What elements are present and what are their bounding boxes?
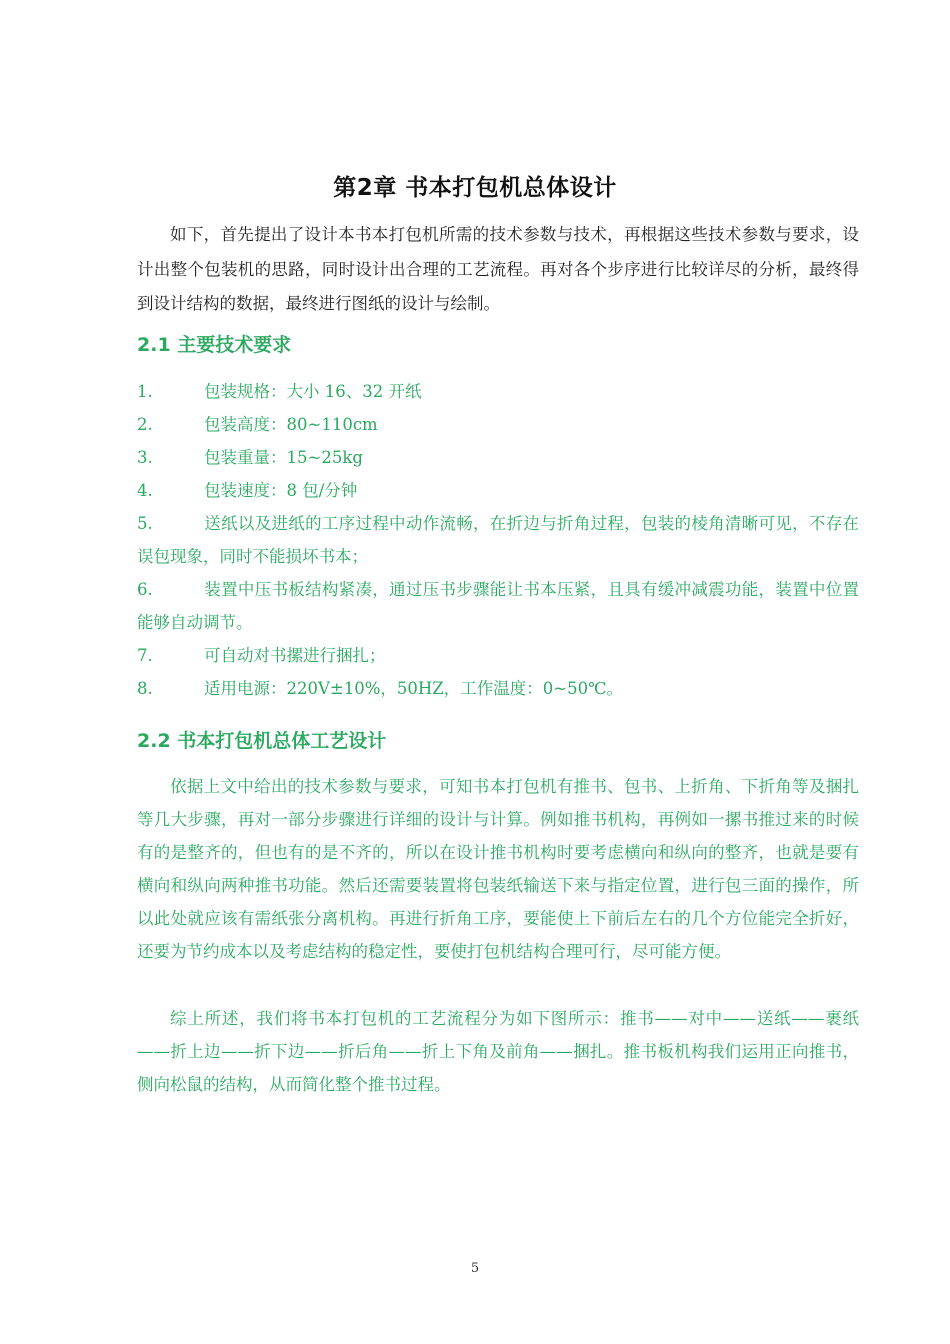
- list-item: [137, 672, 859, 705]
- list-item: [137, 474, 859, 507]
- intro-paragraph: 如下，首先提出了设计本书本打包机所需的技术参数与技术，再根据这些技术参数与要求，设计出整个包装机的思路，同时设计出合理的工艺流程。再对各个步序进行比较详尽的分析，最终得到设计结构的数据，最终进行图纸的设计与绘制。: [137, 225, 859, 313]
- item-number: 7.: [137, 646, 153, 665]
- item-number: 4.: [137, 481, 153, 500]
- item-number: 3.: [137, 448, 153, 467]
- list-item: [137, 375, 859, 408]
- chapter-title: 第2章 书本打包机总体设计: [333, 175, 617, 202]
- section-heading-process-design: 2.2 书本打包机总体工艺设计: [137, 730, 387, 752]
- item-text: 送纸以及进纸的工序过程中动作流畅，在折边与折角过程，包装的棱角清晰可见，不存在误包现象，同时不能损坏书本；: [137, 514, 859, 566]
- page-number: 5: [470, 1261, 480, 1276]
- item-number: 1.: [137, 382, 153, 401]
- section-heading-requirements: 2.1 主要技术要求: [137, 334, 292, 356]
- item-text: 包装速度：8 包/分钟: [204, 481, 358, 500]
- requirements-list: [137, 375, 859, 705]
- process-paragraph-2: 综上所述，我们将书本打包机的工艺流程分为如下图所示：推书——对中——送纸——裹纸——折上边——折下边——折后角——折上下角及前角——捆扎。推书板机构我们运用正向推书，侧向松鼠的结构，从而简化整个推书过程。: [137, 1009, 859, 1094]
- item-number: 2.: [137, 415, 153, 434]
- item-text: 可自动对书摞进行捆扎；: [204, 646, 386, 665]
- list-item: [137, 573, 859, 639]
- list-item: [137, 441, 859, 474]
- list-item: [137, 408, 859, 441]
- list-item: [137, 507, 859, 573]
- process-paragraph-1: 依据上文中给出的技术参数与要求，可知书本打包机有推书、包书、上折角、下折角等及捆扎等几大步骤，再对一部分步骤进行详细的设计与计算。例如推书机构，再例如一摞书推过来的时候有的是整齐的，但也有的是不齐的，所以在设计推书机构时要考虑横向和纵向的整齐，也就是要有横向和纵向两种推书功能。然后还需要装置将包装纸输送下来与指定位置，进行包三面的操作，所以此处就应该有需纸张分离机构。再进行折角工序，要能使上下前后左右的几个方位能完全折好，还要为节约成本以及考虑结构的稳定性，要使打包机结构合理可行，尽可能方便。: [137, 777, 859, 961]
- item-text: 装置中压书板结构紧凑，通过压书步骤能让书本压紧，且具有缓冲减震功能，装置中位置能够自动调节。: [137, 580, 859, 632]
- item-text: 适用电源：220V±10%，50HZ，工作温度：0~50℃。: [204, 679, 624, 698]
- item-number: 6.: [137, 580, 153, 599]
- item-number: 8.: [137, 679, 153, 698]
- list-item: [137, 639, 859, 672]
- item-text: 包装重量：15~25kg: [204, 448, 363, 467]
- item-number: 5.: [137, 514, 153, 533]
- item-text: 包装高度：80~110cm: [204, 415, 378, 434]
- item-text: 包装规格：大小 16、32 开纸: [204, 382, 422, 401]
